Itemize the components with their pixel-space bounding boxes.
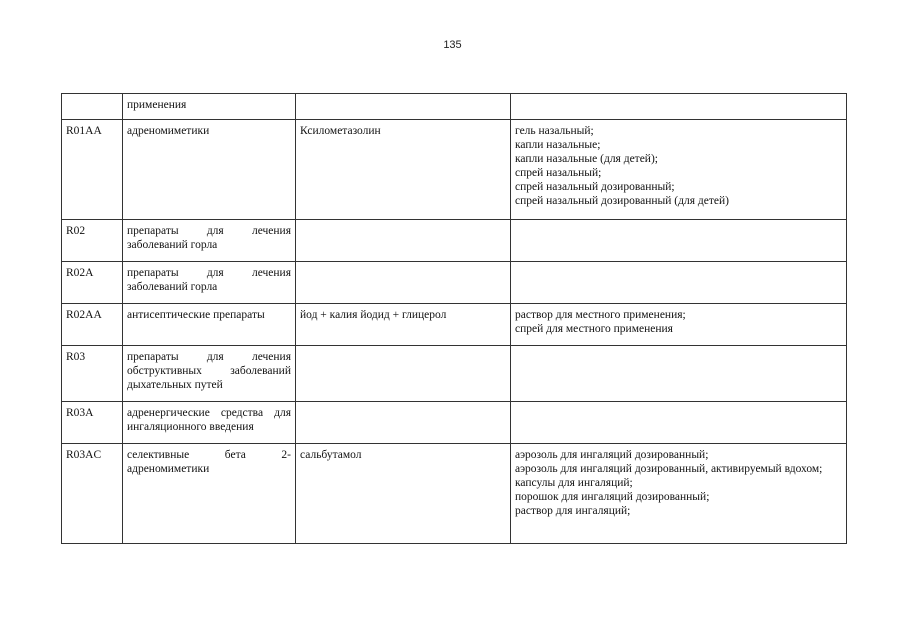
group-name-cell: препараты для лечения заболеваний горла bbox=[123, 262, 296, 304]
group-name-cell: препараты для лечения заболеваний горла bbox=[123, 220, 296, 262]
dosage-forms-cell bbox=[511, 120, 847, 220]
dosage-forms-cell bbox=[511, 94, 847, 120]
dosage-form-line: раствор для ингаляций; bbox=[515, 505, 631, 517]
drug-name-cell: йод + калия йодид + глицерол bbox=[296, 304, 511, 346]
dosage-forms-cell bbox=[511, 346, 847, 402]
atc-code-cell bbox=[62, 94, 123, 120]
dosage-form-line: спрей для местного применения bbox=[515, 323, 673, 335]
dosage-form-line: капсулы для ингаляций; bbox=[515, 477, 633, 489]
group-name-cell: селективные бета 2-адреномиметики bbox=[123, 444, 296, 544]
drug-name-cell: сальбутамол bbox=[296, 444, 511, 544]
group-name-cell: адреномиметики bbox=[123, 120, 296, 220]
dosage-forms-cell bbox=[511, 220, 847, 262]
atc-code-cell: R03AC bbox=[62, 444, 123, 544]
dosage-form-line: спрей назальный; bbox=[515, 167, 602, 179]
atc-code-cell: R02A bbox=[62, 262, 123, 304]
drug-name-cell bbox=[296, 262, 511, 304]
dosage-form-line: спрей назальный дозированный; bbox=[515, 181, 675, 193]
group-name-cell: антисептические препараты bbox=[123, 304, 296, 346]
drug-name-cell bbox=[296, 402, 511, 444]
atc-code-cell: R01AA bbox=[62, 120, 123, 220]
drug-name-cell bbox=[296, 94, 511, 120]
table-row bbox=[62, 346, 847, 402]
dosage-forms-cell bbox=[511, 262, 847, 304]
dosage-forms-cell bbox=[511, 444, 847, 544]
atc-code-cell: R03 bbox=[62, 346, 123, 402]
page-number: 135 bbox=[443, 39, 462, 51]
dosage-form-line: гель назальный; bbox=[515, 125, 594, 137]
atc-code-cell: R02AA bbox=[62, 304, 123, 346]
group-name-cell: адренергические средства для ингаляционного введения bbox=[123, 402, 296, 444]
dosage-form-line: порошок для ингаляций дозированный; bbox=[515, 491, 710, 503]
dosage-forms-cell bbox=[511, 304, 847, 346]
table-row bbox=[62, 262, 847, 304]
table-row bbox=[62, 444, 847, 544]
table-row bbox=[62, 94, 847, 120]
table-row bbox=[62, 120, 847, 220]
atc-code-cell: R02 bbox=[62, 220, 123, 262]
table-row bbox=[62, 402, 847, 444]
dosage-form-line: спрей назальный дозированный (для детей) bbox=[515, 195, 729, 207]
group-name-cell: применения bbox=[123, 94, 296, 120]
dosage-form-line: капли назальные (для детей); bbox=[515, 153, 658, 165]
table-row bbox=[62, 220, 847, 262]
atc-code-cell: R03A bbox=[62, 402, 123, 444]
dosage-form-line: капли назальные; bbox=[515, 139, 601, 151]
drug-name-cell bbox=[296, 220, 511, 262]
group-name-cell: препараты для лечения обструктивных заболеваний дыхательных путей bbox=[123, 346, 296, 402]
dosage-form-line: раствор для местного применения; bbox=[515, 309, 686, 321]
dosage-form-line: аэрозоль для ингаляций дозированный, активируемый вдохом; bbox=[515, 463, 823, 475]
dosage-form-line: аэрозоль для ингаляций дозированный; bbox=[515, 449, 709, 461]
drug-table bbox=[61, 93, 847, 544]
dosage-forms-cell bbox=[511, 402, 847, 444]
drug-name-cell: Ксилометазолин bbox=[296, 120, 511, 220]
drug-name-cell bbox=[296, 346, 511, 402]
table-row bbox=[62, 304, 847, 346]
